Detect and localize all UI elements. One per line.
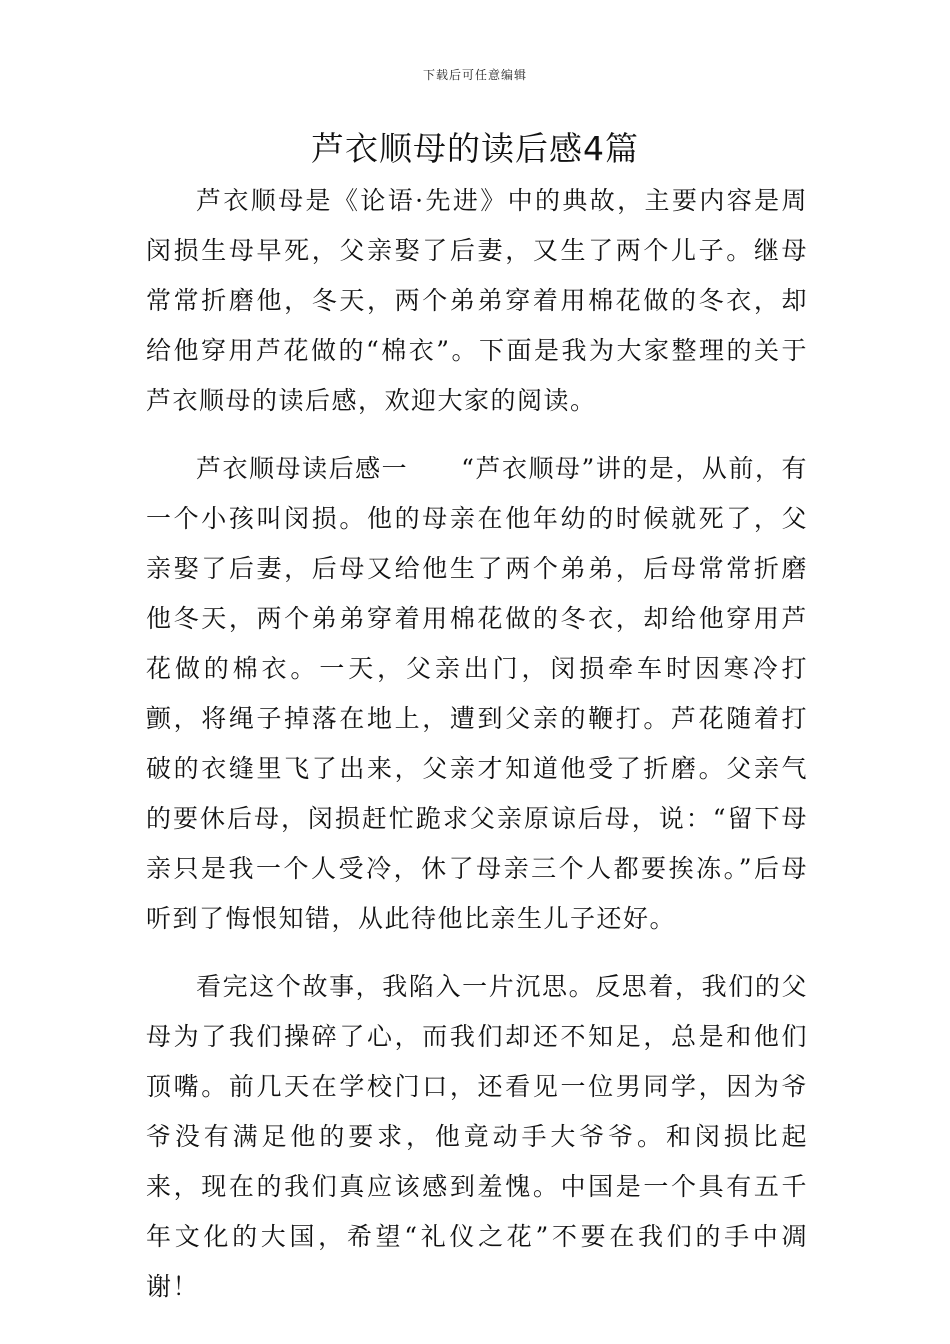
paragraph-intro: 芦衣顺母是《论语·先进》中的典故，主要内容是周闵损生母早死，父亲娶了后妻，又生了两个儿子。继母常常折磨他，冬天，两个弟弟穿着用棉花做的冬衣，却给他穿用芦花做的“棉衣”。下面是我为大家整理的关于芦衣顺母的读后感，欢迎大家的阅读。 — [146, 186, 808, 415]
document-body — [146, 176, 808, 1312]
paragraph-review-one: 芦衣顺母读后感一 “芦衣顺母”讲的是，从前，有一个小孩叫闵损。他的母亲在他年幼的时候就死了，父亲娶了后妻，后母又给他生了两个弟弟，后母常常折磨他冬天，两个弟弟穿着用棉花做的冬衣，却给他穿用芦花做的棉衣。一天，父亲出门，闵损牵车时因寒冷打颤，将绳子掉落在地上，遭到父亲的鞭打。芦花随着打破的衣缝里飞了出来，父亲才知道他受了折磨。父亲气的要休后母，闵损赶忙跪求父亲原谅后母，说：“留下母亲只是我一个人受冷，休了母亲三个人都要挨冻。”后母听到了悔恨知错，从此待他比亲生儿子还好。 — [146, 454, 808, 933]
header-note: 下载后可任意编辑 — [422, 68, 527, 82]
paragraph-reflection: 看完这个故事，我陷入一片沉思。反思着，我们的父母为了我们操碎了心，而我们却还不知足，总是和他们顶嘴。前几天在学校门口，还看见一位男同学，因为爷爷没有满足他的要求，他竟动手大爷爷。和闵损比起来，现在的我们真应该感到羞愧。中国是一个具有五千年文化的大国，希望“礼仪之花”不要在我们的手中凋谢！ — [146, 972, 808, 1301]
document-title: 芦衣顺母的读后感4篇 — [311, 129, 639, 168]
